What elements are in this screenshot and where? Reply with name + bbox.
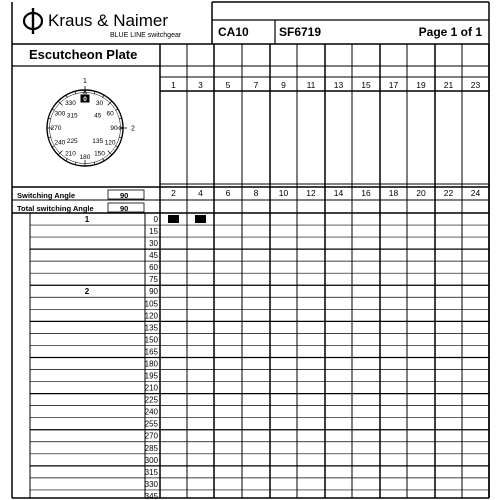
drawing-number: SF6719: [279, 25, 322, 39]
dial-position-label: 60: [106, 110, 114, 118]
angle-value: 255: [144, 419, 158, 429]
dial-position-label: 30: [95, 100, 104, 108]
dial-position-label: 135: [92, 137, 104, 145]
angle-value: 120: [144, 311, 158, 321]
dial-tick: [58, 151, 62, 155]
angle-value: 225: [144, 395, 158, 405]
total-switching-angle-value: 90: [120, 204, 129, 213]
dial-position-label: 45: [94, 112, 102, 120]
dial-position-label: 150: [94, 150, 105, 158]
angle-value: 90: [149, 287, 158, 297]
contact-number-top: 9: [281, 80, 286, 90]
angle-value: 315: [144, 467, 158, 477]
angle-value: 15: [149, 227, 158, 237]
switching-angle-label: Switching Angle: [17, 191, 76, 200]
dial-position-label: 90: [110, 125, 118, 133]
contact-number-bottom: 24: [470, 188, 481, 198]
angle-value: 60: [149, 263, 158, 273]
contact-number-top: 17: [388, 80, 399, 90]
contact-number-bottom: 12: [306, 188, 316, 198]
angle-value: 75: [149, 275, 158, 285]
brand-tagline: BLUE LINE switchgear: [110, 32, 182, 39]
total-switching-angle-label: Total switching Angle: [17, 204, 94, 213]
contact-number-top: 11: [306, 80, 316, 90]
angle-value: 165: [144, 347, 158, 357]
dial-tick: [108, 101, 112, 105]
dial-outer-label: 2: [131, 125, 135, 133]
switching-angle-value: 90: [120, 191, 129, 200]
page-indicator: Page 1 of 1: [418, 25, 482, 39]
dial-position-label: 300: [54, 110, 66, 118]
angle-value: 270: [144, 431, 158, 441]
brand-name: Kraus & Naimer: [48, 11, 168, 30]
contact-number-bottom: 4: [198, 188, 203, 198]
dial-position-label: 225: [66, 137, 78, 145]
dial-position-label: 120: [104, 139, 116, 147]
dial-position-label: 240: [54, 139, 66, 147]
contact-number-top: 7: [253, 80, 259, 90]
contact-number-bottom: 22: [443, 188, 454, 198]
dial-position-label: 330: [65, 100, 76, 108]
contact-number-bottom: 14: [333, 188, 344, 198]
angle-value: 300: [144, 455, 158, 465]
contact-number-top: 23: [470, 80, 481, 90]
dial-position-label: 210: [65, 150, 76, 158]
dial-position-label: 0: [83, 96, 87, 103]
contact-number-top: 3: [198, 80, 203, 90]
contact-number-bottom: 8: [253, 188, 259, 198]
angle-value: 135: [144, 323, 158, 333]
angle-value: 240: [144, 407, 158, 417]
dial-position-label: 180: [79, 154, 91, 162]
angle-value: 210: [144, 383, 158, 393]
closed-contact-mark: [168, 215, 179, 223]
contact-number-bottom: 6: [225, 188, 231, 198]
angle-value: 330: [144, 479, 158, 489]
angle-value: 45: [149, 251, 158, 261]
angle-value: 180: [144, 359, 158, 369]
phi-logo-icon: [22, 8, 44, 32]
angle-value: 195: [144, 371, 158, 381]
dial-outer-label: 1: [83, 78, 87, 85]
contact-number-bottom: 20: [416, 188, 426, 198]
contact-number-bottom: 10: [278, 188, 289, 198]
dial-position-label: 270: [50, 125, 62, 133]
position-label: 1: [84, 215, 90, 224]
contact-number-bottom: 2: [171, 188, 176, 198]
model-number: CA10: [218, 25, 249, 39]
angle-value: 285: [144, 443, 158, 453]
angle-value: 105: [144, 299, 158, 309]
closed-contact-mark: [195, 215, 206, 223]
escutcheon-title: Escutcheon Plate: [29, 47, 138, 62]
contact-number-top: 5: [225, 80, 231, 90]
contact-number-bottom: 18: [388, 188, 399, 198]
contact-number-top: 1: [171, 80, 176, 90]
contact-number-top: 19: [416, 80, 426, 90]
angle-value: 345: [144, 491, 158, 500]
angle-value: 0: [153, 215, 158, 224]
dial-tick: [108, 151, 112, 155]
contact-number-top: 13: [333, 80, 344, 90]
contact-number-top: 15: [361, 80, 371, 90]
angle-value: 150: [144, 335, 158, 345]
contact-number-bottom: 16: [361, 188, 371, 198]
dial-position-label: 315: [66, 112, 78, 120]
position-label: 2: [84, 287, 90, 297]
contact-number-top: 21: [443, 80, 454, 90]
angle-value: 30: [149, 239, 158, 249]
dial-tick: [58, 101, 62, 105]
